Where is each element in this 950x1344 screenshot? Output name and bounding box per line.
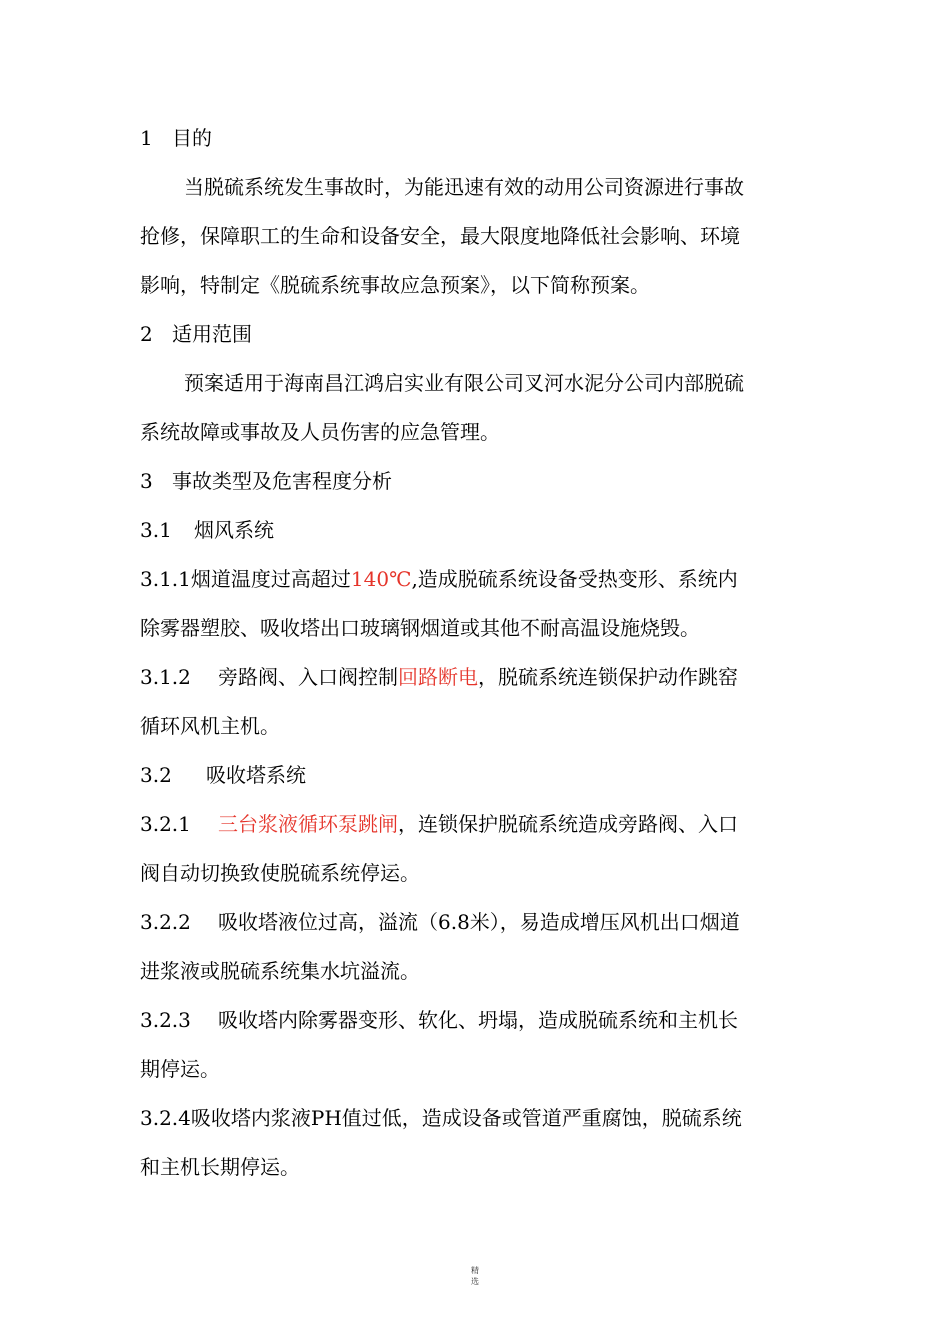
item-text: 烟道温度过高超过 [190,567,351,591]
item-number: 3.2.3 [140,1008,191,1032]
highlight-text: 回路断电 [398,665,478,689]
item-text: ，连锁保护脱硫系统造成旁路阀、入口 [398,812,738,836]
item-number: 3.2.4 [140,1106,191,1130]
paragraph-line: 循环风机主机。 [140,714,280,738]
item-text: 吸收塔内除雾器变形、软化、坍塌，造成脱硫系统和主机长 [218,1008,738,1032]
item-number: 3.1.2 [140,665,191,689]
subheading-absorber-system [140,751,815,800]
subheading-number: 3.1 [140,518,172,542]
item-3-1-2 [140,653,815,702]
paragraph-line: 预案适用于海南昌江鸿启实业有限公司叉河水泥分公司内部脱硫 [184,371,744,395]
paragraph-line: 除雾器塑胶、吸收塔出口玻璃钢烟道或其他不耐高温设施烧毁。 [140,616,700,640]
paragraph-line: 阀自动切换致使脱硫系统停运。 [140,861,420,885]
subheading-title: 吸收塔系统 [206,763,306,787]
item-number: 3.1.1 [140,567,191,591]
paragraph-line: 期停运。 [140,1057,220,1081]
heading-number: 3 [140,469,153,493]
paragraph-line: 抢修，保障职工的生命和设备安全，最大限度地降低社会影响、环境 [140,224,740,248]
paragraph-line: 当脱硫系统发生事故时，为能迅速有效的动用公司资源进行事故 [184,175,744,199]
item-number: 3.2.2 [140,910,191,934]
heading-number: 2 [140,322,153,346]
document-body [140,114,815,1192]
highlight-text: 三台浆液循环泵跳闸 [218,812,398,836]
item-text: 旁路阀、入口阀控制 [218,665,398,689]
item-text: 吸收塔内浆液PH值过低，造成设备或管道严重腐蚀，脱硫系统 [190,1106,742,1130]
item-3-2-4 [140,1094,815,1143]
item-text: ,造成脱硫系统设备受热变形、系统内 [411,567,738,591]
item-text: ，脱硫系统连锁保护动作跳窑 [478,665,738,689]
item-text: 吸收塔液位过高，溢流（6.8米），易造成增压风机出口烟道 [218,910,740,934]
item-3-2-2 [140,898,815,947]
item-3-2-1 [140,800,815,849]
heading-purpose [140,114,815,163]
paragraph-line: 进浆液或脱硫系统集水坑溢流。 [140,959,420,983]
subheading-title: 烟风系统 [194,518,274,542]
footer-mark: 精 [471,1266,479,1275]
item-3-1-1 [140,555,815,604]
heading-title: 适用范围 [172,322,252,346]
heading-title: 目的 [172,126,212,150]
heading-number: 1 [140,126,153,150]
item-3-2-3 [140,996,815,1045]
heading-title: 事故类型及危害程度分析 [172,469,392,493]
item-number: 3.2.1 [140,812,191,836]
paragraph-line: 和主机长期停运。 [140,1155,300,1179]
heading-accident-types [140,457,815,506]
heading-scope [140,310,815,359]
subheading-number: 3.2 [140,763,172,787]
paragraph-line: 系统故障或事故及人员伤害的应急管理。 [140,420,500,444]
paragraph-line: 影响，特制定《脱硫系统事故应急预案》，以下简称预案。 [140,273,650,297]
highlight-text: 140℃ [350,567,412,591]
page-footer [0,1265,950,1287]
subheading-flue-system [140,506,815,555]
footer-mark: 选 [471,1277,479,1286]
